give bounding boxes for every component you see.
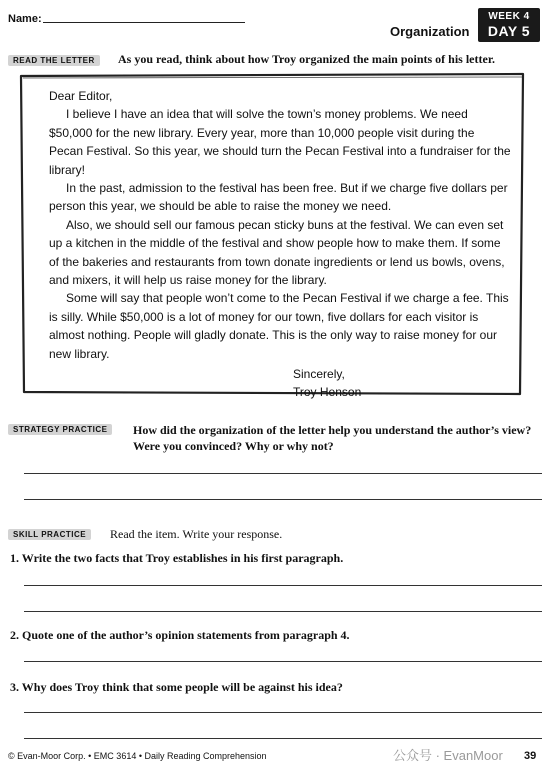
letter-body [49,87,511,363]
q1-answer-line-1[interactable] [24,585,542,586]
strategy-answer-line-1[interactable] [24,473,542,474]
letter-closing: Sincerely, [293,367,345,381]
skill-question-3: 3. Why does Troy think that some people will be against his idea? [10,680,343,694]
week-day-badge [478,8,540,42]
letter-paragraph-1: I believe I have an idea that will solve the town’s money problems. We need $50,000 for the new library. Every year, more than 10,000 people visit during the Pecan Festival. So this year, we should turn the Pecan Festival into a fundraiser for the library! [49,107,511,177]
skill-question-2: 2. Quote one of the author’s opinion statements from paragraph 4. [10,628,350,642]
name-label: Name: [8,13,42,25]
week-label: WEEK 4 [488,11,530,22]
page-number: 39 [524,750,537,762]
strategy-question: How did the organization of the letter help you understand the author’s view? Were you convinced? Why or why not? [133,423,532,453]
read-letter-tag: READ THE LETTER [8,55,100,66]
letter-greeting: Dear Editor, [49,89,113,103]
q1-answer-line-2[interactable] [24,611,542,612]
q2-answer-line[interactable] [24,661,542,662]
q3-answer-line-1[interactable] [24,712,542,713]
read-letter-instruction: As you read, think about how Troy organized the main points of his letter. [118,52,496,66]
watermark: 公众号 · EvanMoor [393,748,503,763]
section-title: Organization [390,24,470,39]
skill-question-1: 1. Write the two facts that Troy establishes in his first paragraph. [10,551,344,565]
letter-signoff [293,365,361,402]
strategy-practice-tag: STRATEGY PRACTICE [8,424,112,435]
name-write-line[interactable] [43,22,245,23]
letter-paragraph-4: Some will say that people won’t come to the Pecan Festival if we charge a fee. This is silly. While $50,000 is a lot of money for our town, five dollars for each visitor is almost nothing. People will gladly donate. This is the only way to raise money for our new library. [49,291,509,361]
letter-paragraph-2: In the past, admission to the festival has been free. But if we charge five dollars per person this year, we should be able to raise the money we need. [49,181,508,214]
footer-copyright: © Evan-Moor Corp. • EMC 3614 • Daily Reading Comprehension [8,751,267,761]
day-label: DAY 5 [487,23,531,39]
skill-practice-tag: SKILL PRACTICE [8,529,91,540]
skill-instruction: Read the item. Write your response. [110,527,283,541]
letter-paragraph-3: Also, we should sell our famous pecan sticky buns at the festival. We can even set up a kitchen in the middle of the festival and show people how to make them. If some of the bakeries and restaurants from town donate ingredients or lend us bowls, ovens, and mixers, it will help us raise money for the library. [49,217,505,288]
q3-answer-line-2[interactable] [24,738,542,739]
letter-signature: Troy Henson [293,385,362,400]
strategy-answer-line-2[interactable] [24,499,542,500]
